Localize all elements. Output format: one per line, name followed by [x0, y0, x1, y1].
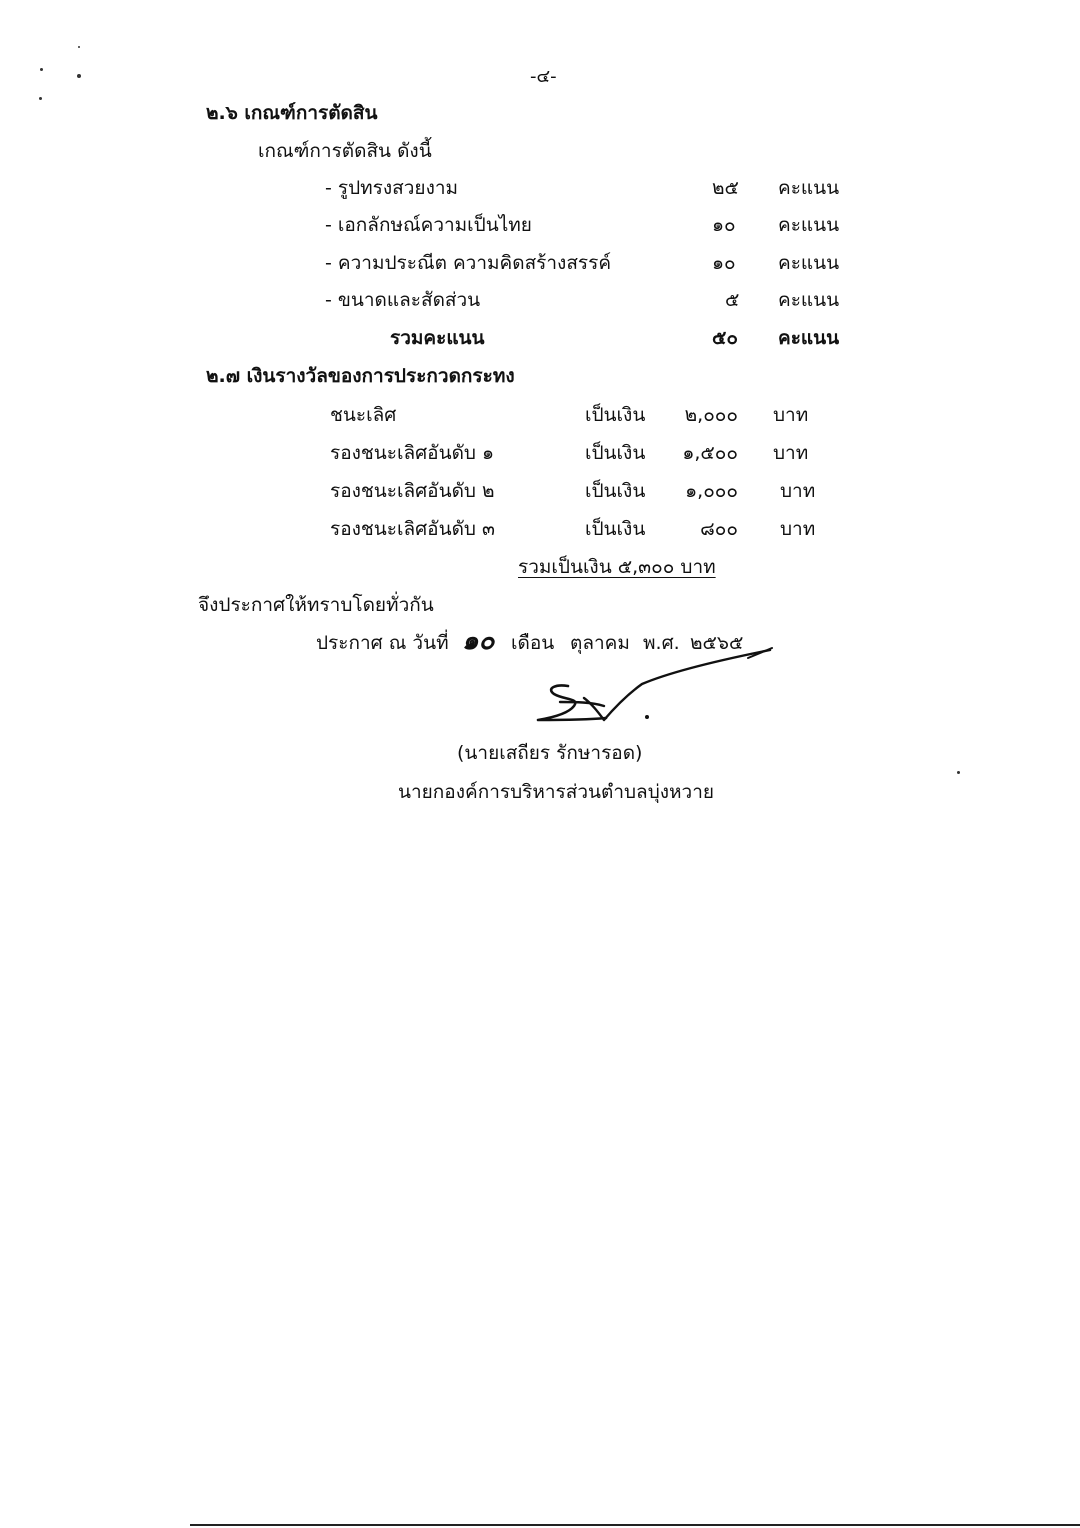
prize-amount-label: เป็นเงิน: [585, 480, 646, 502]
prize-amount: ๑,๕๐๐: [682, 442, 738, 464]
prize-currency: บาท: [780, 480, 816, 502]
section-heading-prizes: ๒.๗ เงินรางวัลของการประกวดกระทง: [206, 365, 515, 387]
month-value: ตุลาคม: [570, 632, 630, 654]
scan-speck: [77, 74, 81, 78]
criteria-score: ๒๕: [712, 177, 739, 199]
criteria-score: ๑๐: [712, 252, 736, 274]
prize-total: รวมเป็นเงิน ๕,๓๐๐ บาท: [518, 556, 716, 578]
criteria-label: - รูปทรงสวยงาม: [325, 177, 459, 199]
prize-amount-label: เป็นเงิน: [585, 442, 646, 464]
section-heading-criteria: ๒.๖ เกณฑ์การตัดสิน: [206, 102, 378, 124]
criteria-label: - ขนาดและสัดส่วน: [325, 289, 481, 311]
criteria-unit: คะแนน: [778, 214, 840, 236]
scan-speck: [39, 97, 42, 100]
year-label: พ.ศ.: [643, 632, 680, 654]
criteria-label: - ความประณีต ความคิดสร้างสรรค์: [325, 252, 612, 274]
prize-currency: บาท: [773, 404, 809, 426]
prize-amount-label: เป็นเงิน: [585, 404, 646, 426]
criteria-total-score: ๕๐: [712, 327, 738, 349]
criteria-intro: เกณฑ์การตัดสิน ดังนี้: [258, 140, 432, 162]
date-day-handwritten: ๑๐: [462, 626, 495, 656]
page-number: -๔-: [530, 66, 557, 87]
criteria-unit: คะแนน: [778, 252, 840, 274]
handwritten-signature: [520, 640, 780, 730]
prize-currency: บาท: [780, 518, 816, 540]
prize-amount-label: เป็นเงิน: [585, 518, 646, 540]
criteria-total-unit: คะแนน: [778, 327, 840, 349]
criteria-score: ๑๐: [712, 214, 736, 236]
signatory-title: นายกองค์การบริหารส่วนตำบลบุ่งหวาย: [398, 781, 715, 803]
closing-statement: จึงประกาศให้ทราบโดยทั่วกัน: [198, 594, 434, 616]
date-prefix: ประกาศ ณ วันที่: [316, 632, 449, 654]
year-value: ๒๕๖๕: [690, 632, 744, 654]
prize-rank: ชนะเลิศ: [330, 404, 397, 426]
signatory-name: (นายเสถียร รักษารอด): [457, 742, 643, 764]
month-label: เดือน: [511, 632, 555, 654]
criteria-label: - เอกลักษณ์ความเป็นไทย: [325, 214, 532, 236]
prize-amount: ๒,๐๐๐: [684, 404, 738, 426]
criteria-unit: คะแนน: [778, 289, 840, 311]
prize-amount: ๘๐๐: [700, 518, 738, 540]
prize-currency: บาท: [773, 442, 809, 464]
page-bottom-edge: [190, 1524, 1080, 1526]
prize-rank: รองชนะเลิศอันดับ ๑: [330, 442, 495, 464]
scan-speck: [957, 771, 960, 774]
prize-rank: รองชนะเลิศอันดับ ๒: [330, 480, 495, 502]
scan-speck: [40, 68, 43, 71]
scan-speck: [78, 46, 80, 48]
prize-amount: ๑,๐๐๐: [685, 480, 738, 502]
criteria-unit: คะแนน: [778, 177, 840, 199]
criteria-score: ๕: [725, 289, 740, 311]
criteria-total-label: รวมคะแนน: [390, 327, 485, 349]
prize-rank: รองชนะเลิศอันดับ ๓: [330, 518, 496, 540]
